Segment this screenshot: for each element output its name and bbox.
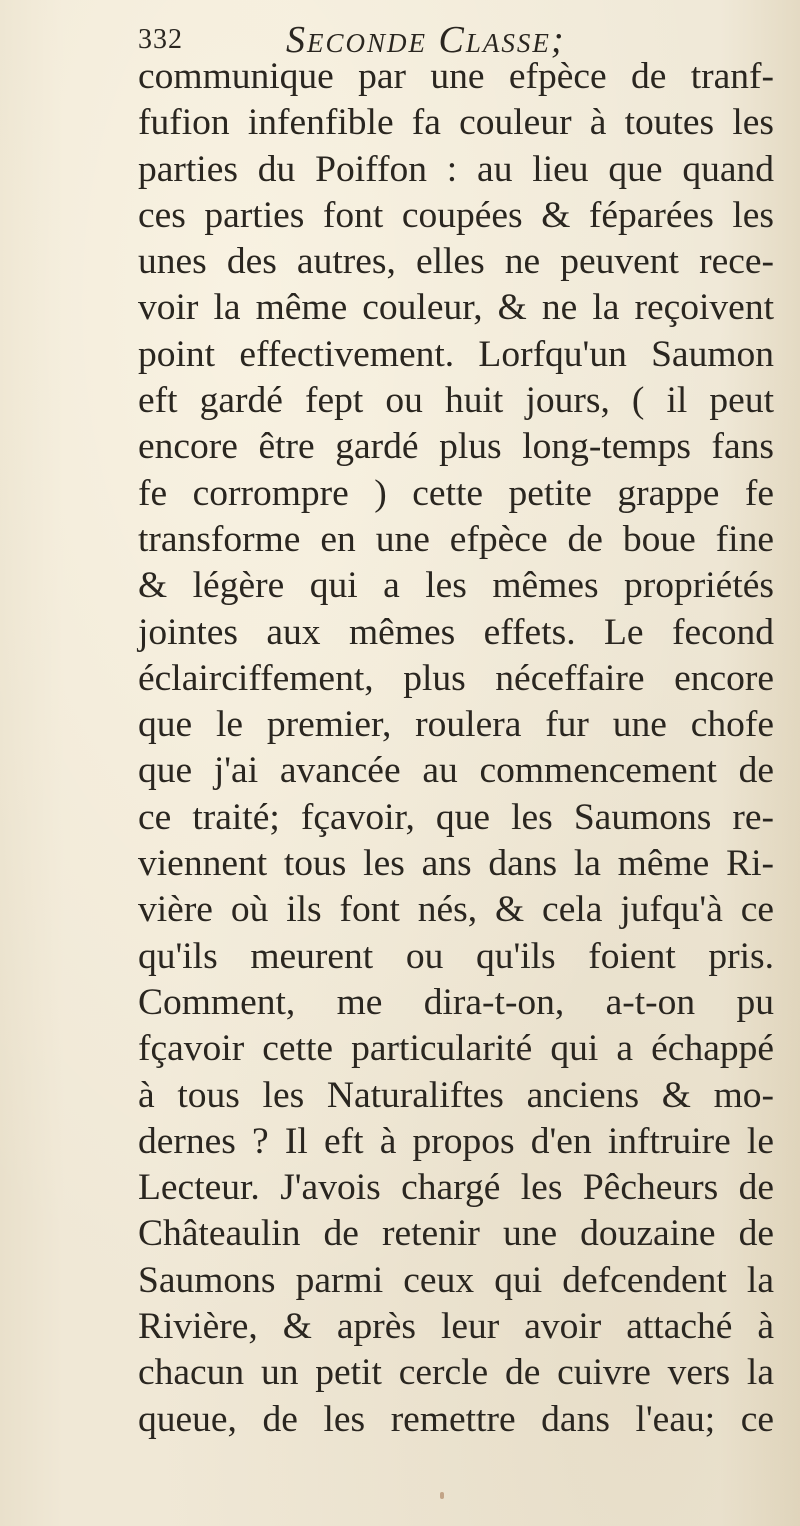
- text-line: viennent tous les ans dans la même Ri-: [138, 843, 774, 885]
- text-line: ce traité; fçavoir, que les Saumons re-: [138, 796, 774, 838]
- text-line: fçavoir cette particularité qui a échappé: [138, 1028, 774, 1070]
- text-line: à tous les Naturaliftes anciens & mo-: [138, 1074, 774, 1116]
- text-line: point effectivement. Lorfqu'un Saumon: [138, 333, 774, 375]
- text-line: Lecteur. J'avois chargé les Pêcheurs de: [138, 1167, 774, 1209]
- running-head: Seconde Classe;: [286, 19, 566, 61]
- text-line: jointes aux mêmes effets. Le fecond: [138, 611, 774, 653]
- text-line: que le premier, roulera fur une chofe: [138, 704, 774, 746]
- ink-speck: [440, 1492, 444, 1499]
- text-line: transforme en une efpèce de boue fine: [138, 518, 774, 560]
- text-line: encore être gardé plus long-temps fans: [138, 426, 774, 468]
- text-line: unes des autres, elles ne peuvent rece-: [138, 241, 774, 283]
- text-line: queue, de les remettre dans l'eau; ce: [138, 1398, 774, 1440]
- text-line: Saumons parmi ceux qui defcendent la: [138, 1259, 774, 1301]
- text-line: éclairciffement, plus néceffaire encore: [138, 657, 774, 699]
- text-line: Comment, me dira-t-on, a-t-on pu: [138, 981, 774, 1023]
- text-line: qu'ils meurent ou qu'ils foient pris.: [138, 935, 774, 977]
- text-line: parties du Poiffon : au lieu que quand: [138, 148, 774, 190]
- text-line: que j'ai avancée au commencement de: [138, 750, 774, 792]
- text-line: Châteaulin de retenir une douzaine de: [138, 1213, 774, 1255]
- text-line: communique par une efpèce de tranf-: [138, 56, 774, 97]
- page-number: 332: [138, 24, 183, 55]
- text-line: dernes ? Il eft à propos d'en inftruire le: [138, 1120, 774, 1162]
- text-line: fufion infenfible fa couleur à toutes les: [138, 102, 774, 144]
- text-line: Rivière, & après leur avoir attaché à: [138, 1306, 774, 1348]
- text-line: voir la même couleur, & ne la reçoivent: [138, 287, 774, 329]
- text-line: ces parties font coupées & féparées les: [138, 194, 774, 236]
- text-line: eft gardé fept ou huit jours, ( il peut: [138, 380, 774, 422]
- text-line: chacun un petit cercle de cuivre vers la: [138, 1352, 774, 1394]
- body-text: [138, 54, 774, 1443]
- text-line: fe corrompre ) cette petite grappe fe: [138, 472, 774, 514]
- text-line: vière où ils font nés, & cela jufqu'à ce: [138, 889, 774, 931]
- text-line: & légère qui a les mêmes propriétés: [138, 565, 774, 607]
